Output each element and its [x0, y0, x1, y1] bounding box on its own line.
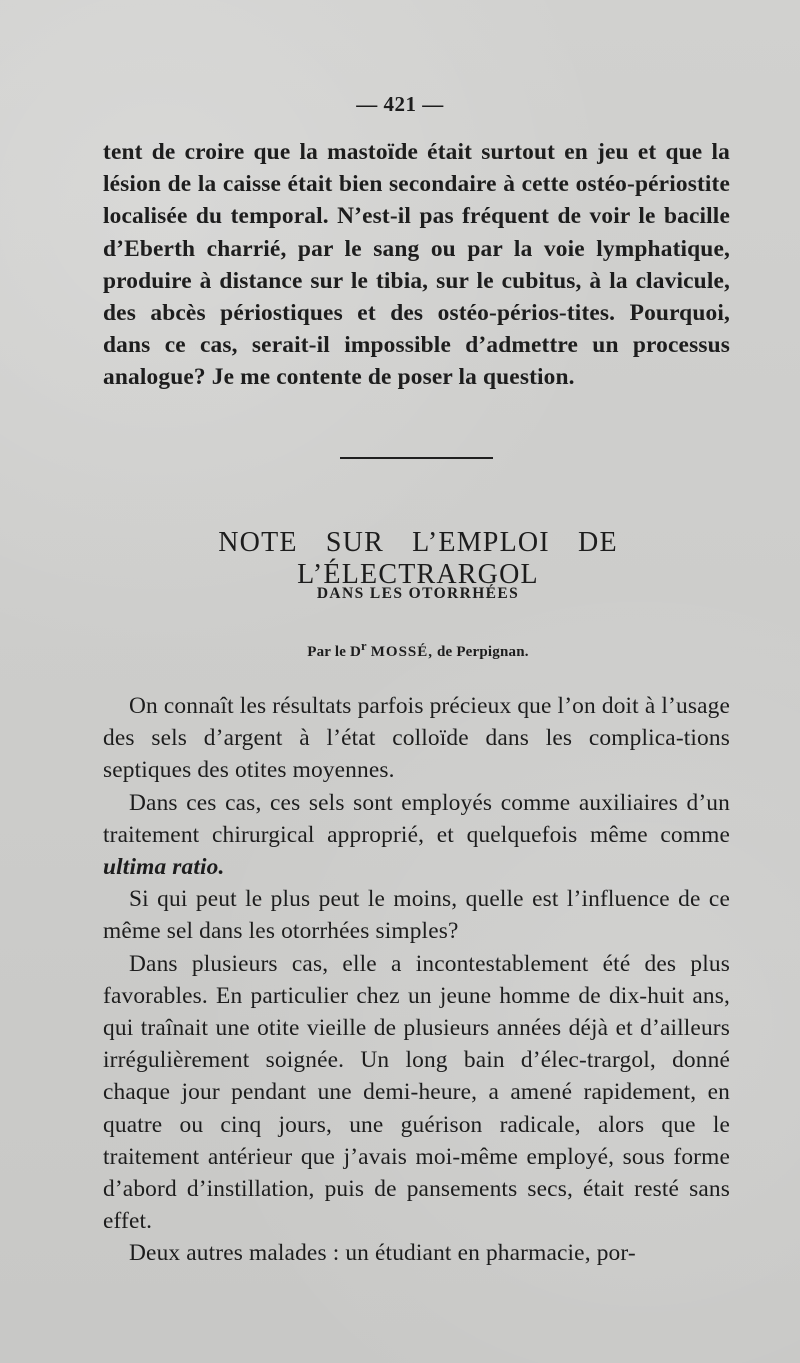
author-prefix: Par le D — [307, 644, 362, 660]
author-line — [103, 639, 733, 661]
paragraph-5: Deux autres malades : un étudiant en pharmacie, por- — [129, 1240, 636, 1267]
paragraph-2-text: Dans ces cas, ces sels sont employés comme auxiliaires d’un traitement chirurgical approprié, et quelquefois même comme — [103, 789, 730, 848]
article-body — [103, 690, 730, 1270]
paragraph-2 — [103, 787, 730, 884]
paragraph-2-italic: ultima ratio. — [103, 854, 225, 881]
article-subtitle: DANS LES OTORRHÉES — [316, 585, 520, 602]
article-title: NOTE SUR L’EMPLOI DE L’ÉLECTRARGOL — [218, 527, 618, 590]
section-divider — [340, 457, 493, 459]
paragraph-3: Si qui peut le plus peut le moins, quelle est l’influence de ce même sel dans les otorrhées simples? — [103, 886, 730, 945]
paragraph-1: On connaît les résultats parfois précieux que l’on doit à l’usage des sels d’argent à l’état colloïde dans les complica-tions septiques des otites moyennes. — [103, 693, 730, 784]
intro-paragraph: tent de croire que la mastoïde était surtout en jeu et que la lésion de la caisse était bien secondaire à cette ostéo-périostite localisée du temporal. N’est-il pas fréquent de voir le bacille d’Eberth charrié, par le sang ou par la voie lymphatique, produire à distance sur le tibia, sur le cubitus, à la clavicule, des abcès périostiques et des ostéo-périos-tites. Pourquoi, dans ce cas, serait-il impossible d’admettre un processus analogue? Je me contente de poser la question. — [103, 139, 730, 391]
page-number: — 421 — — [356, 92, 444, 116]
author-superscript: r — [361, 639, 367, 653]
paragraph-4: Dans plusieurs cas, elle a incontestablement été des plus favorables. En particulier chez un jeune homme de dix-huit ans, qui traînait une otite vieille de plusieurs années déjà et d’ailleurs irrégulièrement soignée. Un long bain d’élec-trargol, donné chaque jour pendant une demi-heure, a amené rapidement, en quatre ou cinq jours, une guérison radicale, alors que le traitement antérieur que j’avais moi-même employé, sous forme d’abord d’instillation, puis de pansements secs, était resté sans effet. — [103, 950, 730, 1235]
author-name: MOSSÉ, — [370, 644, 434, 660]
author-suffix: de Perpignan. — [433, 644, 529, 660]
